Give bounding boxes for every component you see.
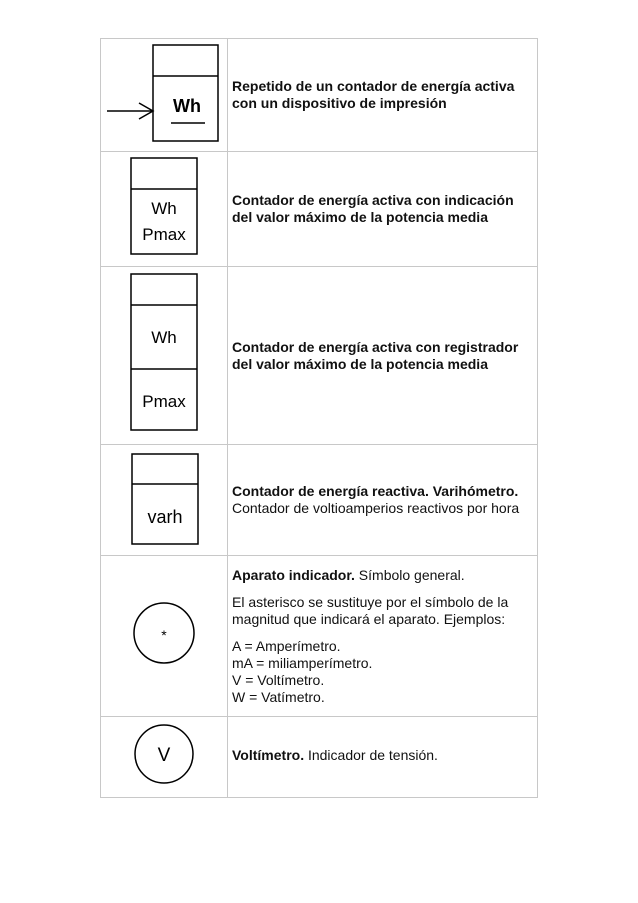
symbol-cell — [101, 556, 228, 717]
description-bold: Contador de energía activa con indicación del valor máximo de la potencia media — [232, 192, 514, 225]
meter-frame — [132, 454, 198, 544]
example-item: V = Voltímetro. — [232, 671, 325, 688]
symbol-cell — [101, 445, 228, 556]
printing-meter-symbol — [101, 39, 227, 151]
description-cell — [228, 556, 538, 717]
meter-two-label-symbol — [101, 152, 227, 266]
symbol-cell — [101, 717, 228, 798]
example-item: A = Amperímetro. — [232, 637, 341, 654]
table-row — [101, 267, 538, 445]
meter-frame — [153, 45, 218, 141]
example-item: W = Vatímetro. — [232, 688, 325, 705]
description-normal: Símbolo general. — [354, 566, 465, 583]
table-row — [101, 445, 538, 556]
description-cell — [228, 717, 538, 798]
table-row — [101, 152, 538, 267]
meter-label-wh: Wh — [151, 199, 177, 218]
description-cell — [228, 152, 538, 267]
examples-list — [232, 638, 533, 706]
symbol-cell — [101, 39, 228, 152]
description-bold: Aparato indicador. — [232, 566, 355, 583]
voltmeter-letter: V — [157, 745, 171, 766]
description-bold: Contador de energía reactiva. Varihómetro. — [232, 483, 519, 499]
description-cell — [228, 39, 538, 152]
varh-meter-symbol — [101, 445, 227, 555]
indicator-symbol — [101, 556, 227, 716]
symbol-cell — [101, 152, 228, 267]
meter-label-pmax: Pmax — [142, 225, 186, 244]
description-bold: Repetido de un contador de energía activa con un dispositivo de impresión — [232, 78, 515, 111]
table-row — [101, 39, 538, 152]
description-paragraph: El asterisco se sustituye por el símbolo de la magnitud que indicará el aparato. Ejemplos: — [232, 593, 509, 627]
table-row — [101, 556, 538, 717]
description-bold: Voltímetro. — [232, 747, 305, 763]
meter-label-wh: Wh — [151, 328, 177, 347]
table-row — [101, 717, 538, 798]
voltmeter-symbol — [101, 717, 227, 797]
example-item: mA = miliamperímetro. — [232, 654, 373, 671]
meter-label-pmax: Pmax — [142, 392, 186, 411]
indicator-asterisk: * — [161, 627, 167, 643]
description-bold: Contador de energía activa con registrador del valor máximo de la potencia media — [232, 338, 519, 372]
meter-recorder-symbol — [101, 267, 227, 444]
meter-label-wh: Wh — [173, 96, 201, 116]
symbol-cell — [101, 267, 228, 445]
meter-label-varh: varh — [147, 507, 183, 527]
description-cell — [228, 445, 538, 556]
symbols-table — [100, 38, 538, 798]
description-normal: Contador de voltioamperios reactivos por hora — [232, 500, 520, 516]
description-normal: Indicador de tensión. — [304, 747, 438, 763]
description-cell — [228, 267, 538, 445]
